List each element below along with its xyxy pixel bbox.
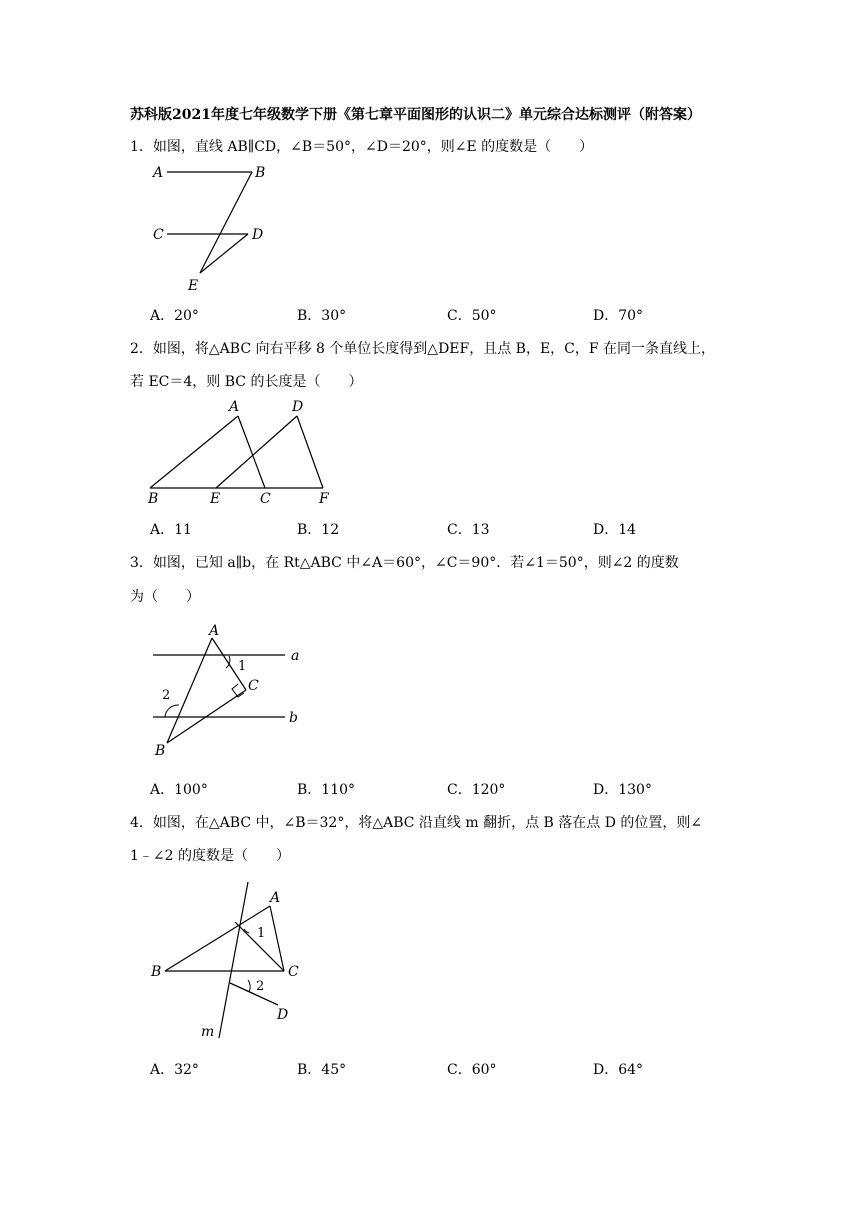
q3-label-angle-1: 1 (238, 659, 247, 674)
q3-label-c: C (248, 678, 259, 694)
question-4-stem-line-2: 1﹣∠2 的度数是（ ） (130, 848, 290, 864)
q3-option-c[interactable]: C．120° (447, 782, 506, 798)
q2-option-b[interactable]: B．12 (297, 522, 340, 538)
q2-label-f: F (319, 491, 329, 507)
q1-label-d: D (252, 227, 264, 243)
q4-option-a[interactable]: A．32° (150, 1062, 199, 1078)
q3-label-angle-2: 2 (162, 688, 171, 703)
q2-option-c[interactable]: C．13 (447, 522, 490, 538)
q3-option-a[interactable]: A．100° (150, 782, 208, 798)
q1-option-a[interactable]: A．20° (150, 308, 199, 324)
q3-label-line-b: b (289, 710, 298, 726)
q4-label-d: D (277, 1007, 289, 1023)
q3-label-b: B (155, 743, 166, 759)
q2-label-b: B (148, 491, 159, 507)
q4-label-m: m (201, 1024, 215, 1040)
q4-label-angle-1: 1 (257, 926, 266, 941)
question-1-figure (145, 160, 285, 295)
q3-label-line-a: a (291, 648, 300, 664)
q2-label-c: C (260, 491, 271, 507)
q4-label-c: C (288, 964, 299, 980)
q1-label-a: A (153, 165, 164, 181)
question-2-stem-line-1: 2．如图，将△ABC 向右平移 8 个单位长度得到△DEF，且点 B，E，C，F 在同一条直线上， (130, 341, 716, 357)
question-3-stem-line-1: 3．如图，已知 a∥b，在 Rt△ABC 中∠A＝60°，∠C＝90°．若∠1＝50°，则∠2 的度数 (130, 555, 679, 571)
question-2-figure (140, 396, 340, 508)
q2-label-a: A (229, 399, 240, 415)
q3-option-b[interactable]: B．110° (297, 782, 356, 798)
question-3-figure (145, 620, 315, 760)
question-3-stem-line-2: 为（ ） (130, 589, 200, 605)
question-4-stem-line-1: 4．如图，在△ABC 中，∠B＝32°，将△ABC 沿直线 m 翻折，点 B 落在点 D 的位置，则∠ (130, 815, 703, 831)
q1-option-d[interactable]: D．70° (593, 308, 644, 324)
q2-label-e: E (210, 491, 221, 507)
q2-option-d[interactable]: D．14 (593, 522, 637, 538)
q4-option-d[interactable]: D．64° (593, 1062, 644, 1078)
q3-option-d[interactable]: D．130° (593, 782, 652, 798)
q4-label-b: B (151, 964, 162, 980)
document-title: 苏科版2021年度七年级数学下册《第七章平面图形的认识二》单元综合达标测评（附答案） (130, 107, 701, 123)
q1-label-c: C (153, 227, 164, 243)
question-2-stem-line-2: 若 EC＝4，则 BC 的长度是（ ） (130, 374, 363, 390)
q2-option-a[interactable]: A．11 (150, 522, 192, 538)
q4-option-c[interactable]: C．60° (447, 1062, 497, 1078)
q2-label-d: D (292, 399, 304, 415)
q1-option-c[interactable]: C．50° (447, 308, 497, 324)
question-4-figure (145, 876, 310, 1046)
q1-option-b[interactable]: B．30° (297, 308, 347, 324)
q1-label-e: E (188, 278, 199, 294)
question-1-stem: 1．如图，直线 AB∥CD，∠B＝50°，∠D＝20°，则∠E 的度数是（ ） (130, 139, 594, 155)
q3-label-a: A (209, 623, 220, 639)
q4-label-a: A (270, 890, 281, 906)
q1-label-b: B (255, 165, 266, 181)
q4-label-angle-2: 2 (256, 979, 265, 994)
q4-option-b[interactable]: B．45° (297, 1062, 347, 1078)
